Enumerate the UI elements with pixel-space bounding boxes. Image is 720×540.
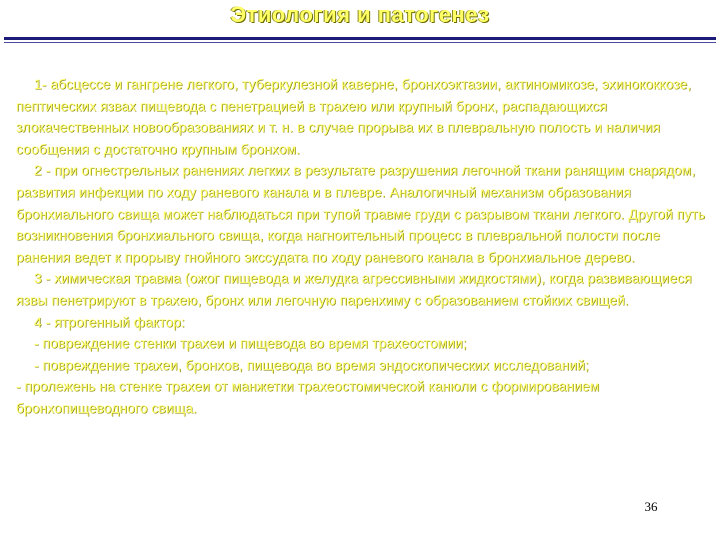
page-number: 36 (644, 499, 658, 514)
title-underline-thin (4, 42, 716, 43)
slide-body (16, 74, 706, 420)
slide-title: Этиология и патогенез (230, 2, 490, 27)
title-bar (0, 0, 720, 46)
list-item: - повреждение трахеи, бронхов, пищевода во время эндоскопических исследований; (34, 356, 589, 373)
paragraph-1: 1- абсцессе и гангрене легкого, туберкулезной каверне, бронхоэктазии, актиномикозе, эхинококкозе, пептических язвах пищевода с пенетрацией в трахею или крупный бронх, распадающихся злокачественных новообразованиях и т. н. в случае прорыва их в плевральную полость и наличия сообщения с достаточно крупным бронхом. (16, 76, 692, 157)
title-underline (4, 37, 716, 40)
paragraph-3: 3 - химическая травма (ожог пищевода и желудка агрессивными жидкостями), когда развивающиеся язвы пенетрируют в трахею, бронх или легочную паренхиму с образованием стойких свищей. (16, 270, 692, 308)
paragraph-2: 2 - при огнестрельных ранениях легких в результате разрушения легочной ткани ранящим снарядом, развития инфекции по ходу раневого канала и в плевре. Аналогичный механизм образования бронхиального свища может наблюдаться при тупой травме груди с разрывом ткани легкого. Другой путь возникновения бронхиального свища, когда нагноительный процесс в плевральной полости после ранения ведет к прорыву гнойного экссудата по ходу раневого канала в бронхиальное дерево. (16, 162, 706, 265)
list-item: - повреждение стенки трахеи и пищевода во время трахеостомии; (34, 335, 467, 352)
paragraph-4: 4 - ятрогенный фактор: (34, 313, 185, 330)
list-item: - пролежень на стенке трахеи от манжетки трахеостомической канюли с формированием бронхопищеводного свища. (16, 378, 600, 416)
